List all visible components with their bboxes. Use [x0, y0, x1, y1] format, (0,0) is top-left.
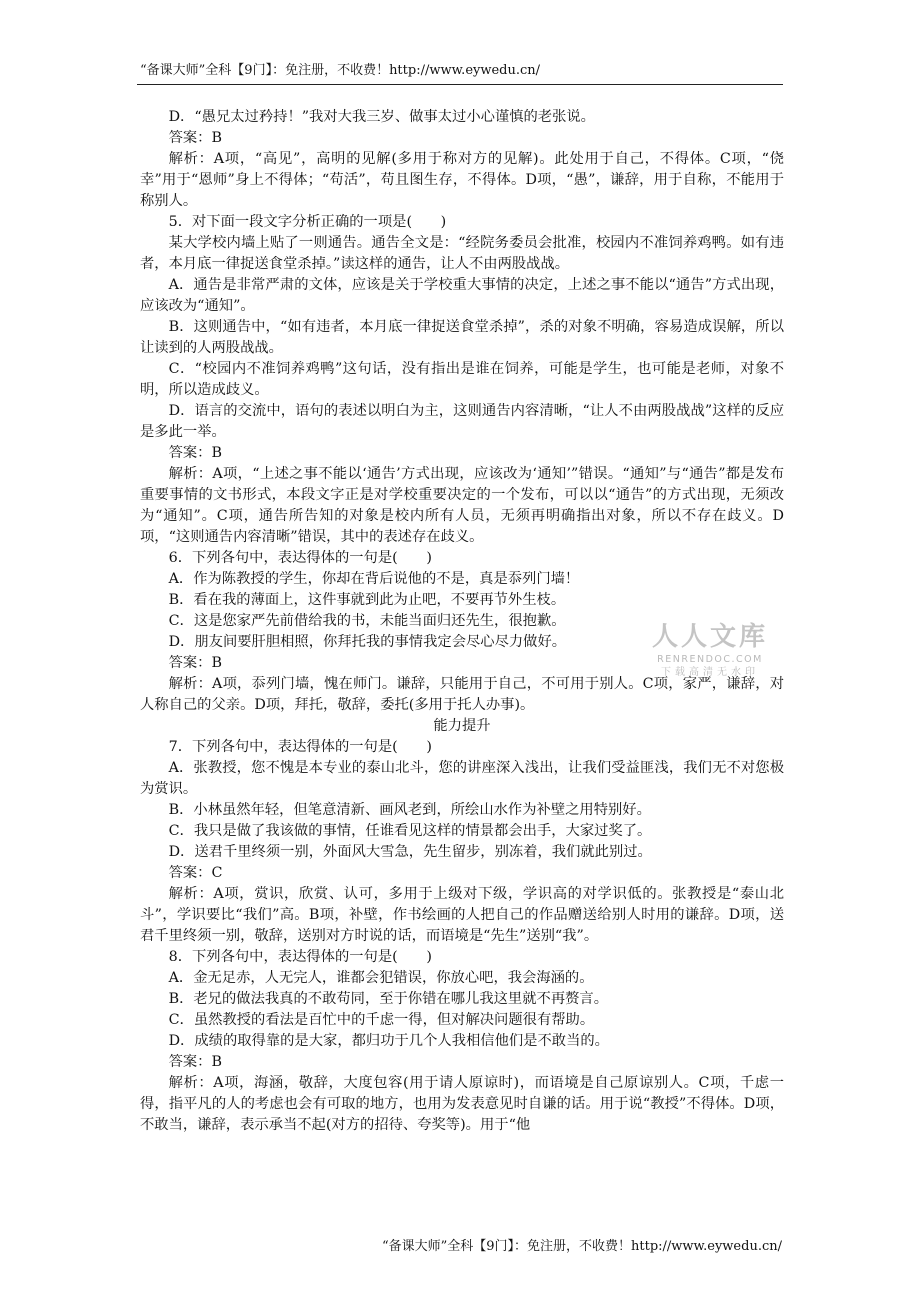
- option-c-q8: C．虽然教授的看法是百忙中的千虑一得，但对解决问题很有帮助。: [168, 1012, 595, 1028]
- option-d-q6: D．朋友间要肝胆相照，你拜托我的事情我定会尽心尽力做好。: [168, 634, 567, 650]
- analysis-q7: 解析：A项，赏识，欣赏、认可，多用于上级对下级，学识高的对学识低的。张教授是“泰山北斗”，学识要比“我们”高。B项，补壁，作书绘画的人把自己的作品赠送给别人时用的谦辞。D项，送君千里终须一别，敬辞，送别对方时说的话，而语境是“先生”送别“我”。: [140, 886, 784, 944]
- option-a-q5: A．通告是非常严肃的文体，应该是关于学校重大事情的决定，上述之事不能以“通告”方式出现，应该改为“通知”。: [140, 277, 784, 314]
- option-b-q8: B．老兄的做法我真的不敢苟同，至于你错在哪儿我这里就不再赘言。: [168, 991, 609, 1007]
- analysis-q5: 解析：A项，“上述之事不能以‘通告’方式出现，应该改为‘通知’”错误。“通知”与“通告”都是发布重要事情的文书形式，本段文字正是对学校重要决定的一个发布，可以以“通告”的方式出现，无须改为“通知”。C项，通告所告知的对象是校内所有人员，无须再明确指出对象，所以不存在歧义。D项，“这则通告内容清晰”错误，其中的表述存在歧义。: [140, 466, 784, 545]
- page-footer: “备课大师”全科【9门】：免注册，不收费！http://www.eywedu.cn/: [381, 1239, 782, 1254]
- question-7: 7．下列各句中，表达得体的一句是( ): [168, 739, 432, 755]
- option-a-q8: A．金无足赤，人无完人，谁都会犯错误，你放心吧，我会海涵的。: [168, 970, 594, 986]
- option-c-q5: C．“校园内不准饲养鸡鸭”这句话，没有指出是谁在饲养，可能是学生，也可能是老师，对象不明，所以造成歧义。: [140, 361, 784, 398]
- analysis-q6: 解析：A项，忝列门墙，愧在师门。谦辞，只能用于自己，不可用于别人。C项，家严，谦辞，对人称自己的父亲。D项，拜托，敬辞，委托(多用于托人办事)。: [140, 676, 784, 713]
- option-b-q7: B．小林虽然年轻，但笔意清新、画风老到，所绘山水作为补壁之用特别好。: [168, 802, 651, 818]
- answer-q5: 答案：B: [168, 445, 222, 461]
- option-b-q5: B．这则通告中，“如有违者，本月底一律捉送食堂杀掉”，杀的对象不明确，容易造成误解，所以让读到的人两股战战。: [140, 319, 784, 356]
- question-6: 6．下列各句中，表达得体的一句是( ): [168, 550, 432, 566]
- option-c-q6: C．这是您家严先前借给我的书，未能当面归还先生，很抱歉。: [168, 613, 566, 629]
- analysis-q4: 解析：A项，“高见”，高明的见解(多用于称对方的见解)。此处用于自己，不得体。C项，“侥幸”用于“恩师”身上不得体；“苟活”，苟且图生存，不得体。D项，“愚”，谦辞，用于自称，不能用于称别人。: [140, 151, 784, 209]
- passage-q5: 某大学校内墙上贴了一则通告。通告全文是：“经院务委员会批准，校园内不准饲养鸡鸭。如有违者，本月底一律捉送食堂杀掉。”读这样的通告，让人不由两股战战。: [140, 235, 784, 272]
- section-title: 能力提升: [433, 718, 491, 734]
- question-5: 5．对下面一段文字分析正确的一项是( ): [168, 214, 447, 230]
- option-a-q7: A．张教授，您不愧是本专业的泰山北斗，您的讲座深入浅出，让我们受益匪浅，我们无不对您极为赏识。: [140, 760, 784, 797]
- option-b-q6: B．看在我的薄面上，这件事就到此为止吧，不要再节外生枝。: [168, 592, 566, 608]
- watermark-logo: [640, 621, 780, 687]
- header-divider: [137, 84, 783, 85]
- option-a-q6: A．作为陈教授的学生，你却在背后说他的不是，真是忝列门墙！: [168, 571, 580, 587]
- option-d-q5: D．语言的交流中，语句的表述以明白为主，这则通告内容清晰，“让人不由两股战战”这样的反应是多此一举。: [140, 403, 784, 440]
- option-d-q4: D．“愚兄太过矜持！”我对大我三岁、做事太过小心谨慎的老张说。: [168, 109, 595, 125]
- question-8: 8．下列各句中，表达得体的一句是( ): [168, 949, 432, 965]
- answer-q7: 答案：C: [168, 865, 223, 881]
- option-d-q7: D．送君千里终须一别，外面风大雪急，先生留步，别冻着，我们就此别过。: [168, 844, 652, 860]
- answer-q4: 答案：B: [168, 130, 222, 146]
- analysis-q8: 解析：A项，海涵，敬辞，大度包容(用于请人原谅时)，而语境是自己原谅别人。C项，千虑一得，指平凡的人的考虑也会有可取的地方，也用为发表意见时自谦的话。用于说“教授”不得体。D项，不敢当，谦辞，表示承当不起(对方的招待、夸奖等)。用于“他: [140, 1075, 784, 1133]
- option-c-q7: C．我只是做了我该做的事情，任谁看见这样的情景都会出手，大家过奖了。: [168, 823, 652, 839]
- watermark-domain: RENRENDOC.COM: [657, 654, 763, 665]
- answer-q8: 答案：B: [168, 1054, 222, 1070]
- watermark-brand: 人人文库: [651, 622, 768, 652]
- answer-q6: 答案：B: [168, 655, 222, 671]
- watermark-subtitle: 下载高清无水印: [661, 667, 759, 678]
- option-d-q8: D．成绩的取得靠的是大家，都归功于几个人我相信他们是不敢当的。: [168, 1033, 609, 1049]
- page-header: “备课大师”全科【9门】：免注册，不收费！http://www.eywedu.cn/: [140, 63, 541, 78]
